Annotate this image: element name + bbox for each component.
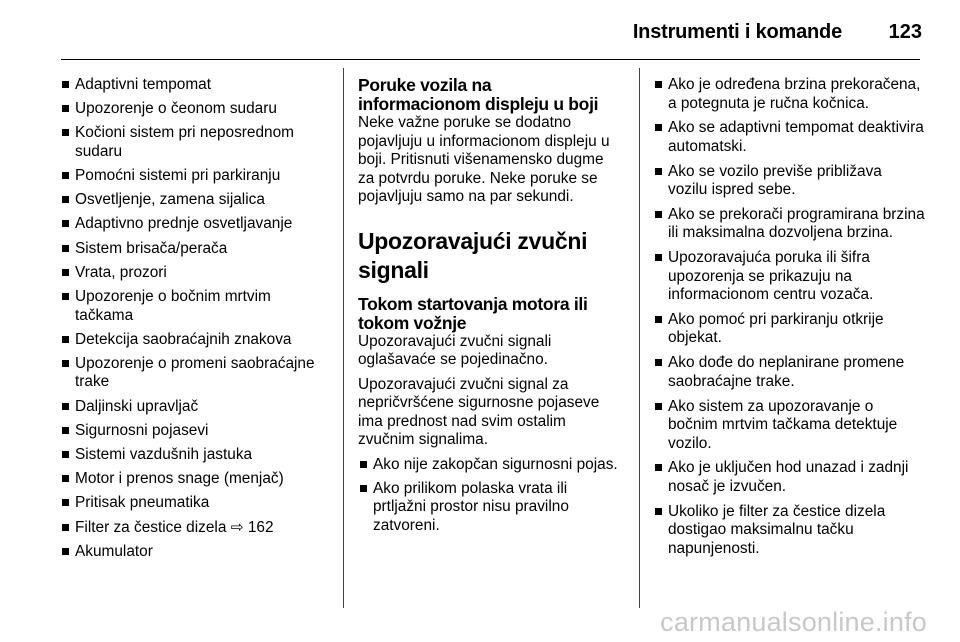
bullet-square-icon — [62, 475, 69, 482]
topic-list — [60, 76, 332, 561]
bullet-square-icon — [62, 269, 69, 276]
column-divider-left — [343, 68, 344, 608]
list-item: Pomoćni sistemi pri parkiranju — [60, 167, 332, 186]
bullet-square-icon — [62, 129, 69, 136]
list-item-filter: Filter za čestice dizela ⇨ 162 — [60, 519, 332, 538]
list-item: Upozorenje o promeni saobraćajne trake — [60, 355, 332, 392]
list-item: Ako pomoć pri parkiranju otkrije objekat. — [653, 311, 925, 348]
page-header — [0, 0, 960, 60]
bullet-square-icon — [655, 316, 662, 323]
bullet-square-icon — [62, 81, 69, 88]
list-item: Osvetljenje, zamena sijalica — [60, 191, 332, 210]
bullet-square-icon — [655, 359, 662, 366]
bullet-square-icon — [62, 245, 69, 252]
list-item: Detekcija saobraćajnih znakova — [60, 331, 332, 350]
paragraph: Upozoravajući zvučni signal za nepričvršćene sigurnosne pojaseve ima prednost nad svim ostalim zvučnim signalima. — [358, 375, 600, 448]
list-item: Adaptivno prednje osvetljavanje — [60, 215, 332, 234]
column-2 — [358, 76, 618, 541]
condition-list — [653, 76, 925, 558]
list-item: Upozoravajuća poruka ili šifra upozorenja se prikazuju na informacionom centru vozača. — [653, 249, 925, 305]
bullet-square-icon — [655, 168, 662, 175]
list-item: Ako je uključen hod unazad i zadnji nosač je izvučen. — [653, 459, 925, 496]
bullet-square-icon — [62, 360, 69, 367]
list-item: Ako se prekorači programirana brzina ili maksimalna dozvoljena brzina. — [653, 206, 925, 243]
bullet-square-icon — [62, 451, 69, 458]
bullet-square-icon — [655, 211, 662, 218]
list-item: Upozorenje o čeonom sudaru — [60, 100, 332, 119]
list-item: Daljinski upravljač — [60, 398, 332, 417]
bullet-square-icon — [62, 293, 69, 300]
list-item: Kočioni sistem pri neposrednom sudaru — [60, 124, 332, 161]
bullet-square-icon — [62, 105, 69, 112]
page-reference-arrow-icon: ⇨ — [230, 518, 244, 536]
list-item: Ako nije zakopčan sigurnosni pojas. — [358, 456, 618, 475]
list-item: Adaptivni tempomat — [60, 76, 332, 95]
list-item: Ukoliko je filter za čestice dizela dostigao maksimalnu tačku napunjenosti. — [653, 503, 925, 559]
bullet-square-icon — [62, 427, 69, 434]
bullet-square-icon — [360, 485, 367, 492]
page-number: 123 — [888, 21, 922, 43]
list-item: Pritisak pneumatika — [60, 494, 332, 513]
page-reference-link[interactable]: 162 — [247, 518, 274, 536]
list-item: Ako prilikom polaska vrata ili prtljažni prostor nisu pravilno zatvoreni. — [358, 480, 618, 536]
section-heading-warning-chimes: Upozoravajući zvučni signali — [358, 227, 588, 283]
bullet-square-icon — [62, 403, 69, 410]
paragraph: Neke važne poruke se dodatno pojavljuju u informacionom displeju u boji. Pritisnuti višenamensko dugme za potvrdu poruke. Neke poruke se pojavljuju samo na par sekundi. — [358, 114, 610, 205]
list-item: Upozorenje o bočnim mrtvim tačkama — [60, 288, 332, 325]
column-divider-right — [639, 68, 640, 608]
section-title: Instrumenti i komande — [632, 21, 842, 43]
bullet-square-icon — [62, 524, 69, 531]
watermark: carmanualsonline.info — [660, 607, 927, 637]
bullet-square-icon — [655, 124, 662, 131]
bullet-square-icon — [62, 220, 69, 227]
list-item: Ako dođe do neplanirane promene saobraćajne trake. — [653, 354, 925, 391]
bullet-square-icon — [62, 336, 69, 343]
condition-list — [358, 456, 618, 536]
list-item: Sistem brisača/perača — [60, 240, 332, 259]
list-item: Ako se adaptivni tempomat deaktivira automatski. — [653, 119, 925, 156]
bullet-square-icon — [62, 172, 69, 179]
header-rule — [61, 59, 920, 60]
column-1 — [60, 76, 332, 567]
bullet-square-icon — [62, 499, 69, 506]
bullet-square-icon — [655, 254, 662, 261]
bullet-square-icon — [655, 403, 662, 410]
bullet-square-icon — [360, 461, 367, 468]
list-item: Sistemi vazdušnih jastuka — [60, 446, 332, 465]
bullet-square-icon — [62, 548, 69, 555]
bullet-square-icon — [655, 508, 662, 515]
list-item: Sigurnosni pojasevi — [60, 422, 332, 441]
list-item: Vrata, prozori — [60, 264, 332, 283]
list-item: Ako sistem za upozoravanje o bočnim mrtvim tačkama detektuje vozilo. — [653, 398, 925, 454]
paragraph: Upozoravajući zvučni signali oglašavaće se pojedinačno. — [358, 332, 552, 368]
bullet-square-icon — [655, 464, 662, 471]
list-item: Motor i prenos snage (menjač) — [60, 470, 332, 489]
list-item: Ako je određena brzina prekoračena, a potegnuta je ručna kočnica. — [653, 76, 925, 113]
section-heading-messages: Poruke vozila na informacionom displeju u boji — [358, 75, 599, 114]
bullet-square-icon — [655, 81, 662, 88]
subsection-heading: Tokom startovanja motora ili tokom vožnje — [358, 293, 588, 333]
list-item: Ako se vozilo previše približava vozilu ispred sebe. — [653, 163, 925, 200]
column-3 — [653, 76, 925, 564]
list-item: Akumulator — [60, 543, 332, 562]
bullet-square-icon — [62, 196, 69, 203]
